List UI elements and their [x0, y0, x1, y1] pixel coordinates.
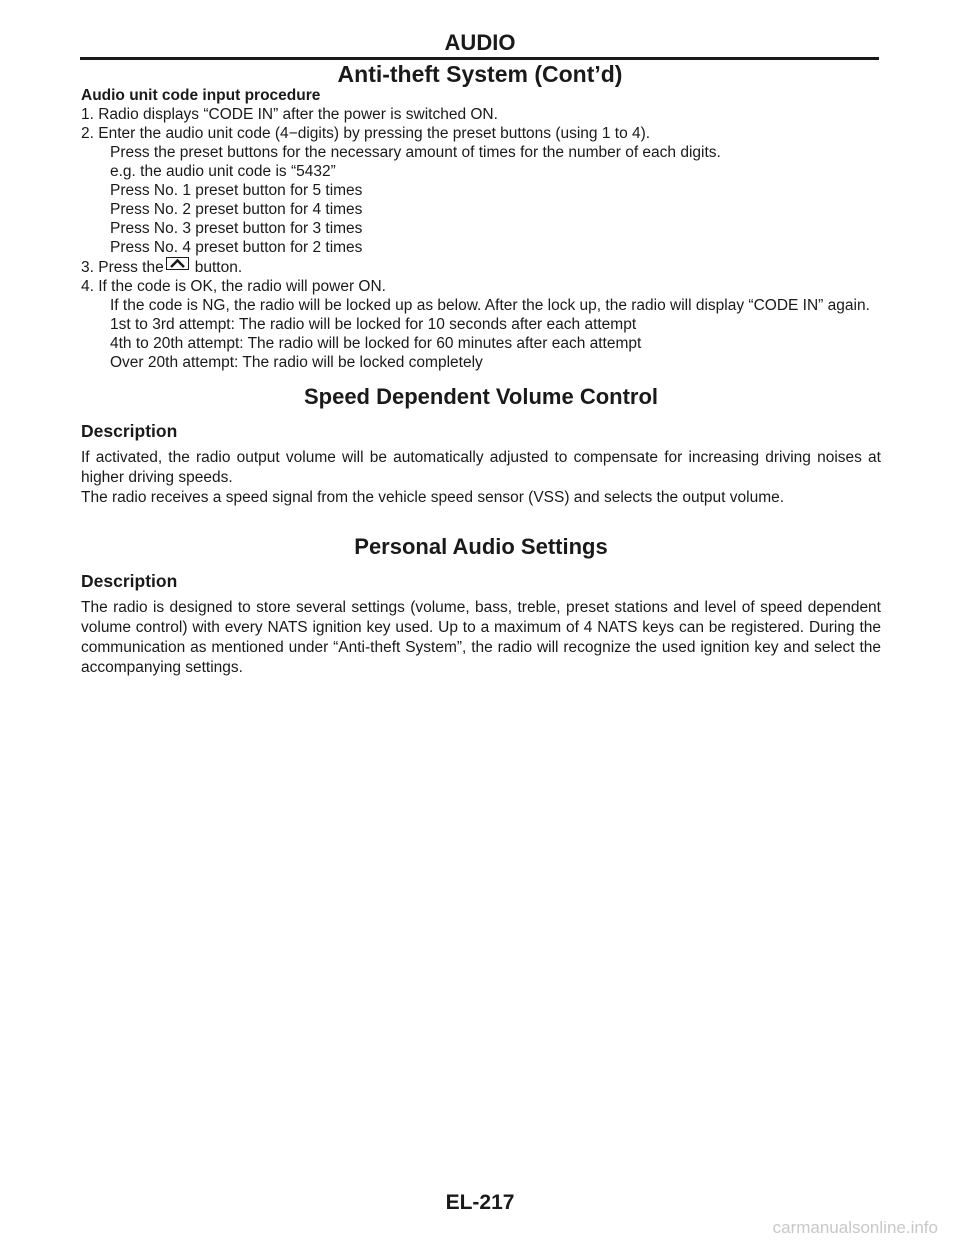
procedure-step-4-line-2: 1st to 3rd attempt: The radio will be locked for 10 seconds after each attempt [110, 316, 637, 333]
page-number: EL-217 [445, 1191, 515, 1214]
procedure-step-2-line-1: Press the preset buttons for the necessary amount of times for the number of each digits. [110, 144, 721, 161]
procedure-step-2-line-4: Press No. 2 preset button for 4 times [110, 201, 363, 218]
personal-audio-title: Personal Audio Settings [354, 534, 608, 559]
speed-volume-paragraph-2: The radio receives a speed signal from the vehicle speed sensor (VSS) and selects the output volume. [81, 489, 785, 506]
procedure-step-4: 4. If the code is OK, the radio will power ON. [81, 278, 386, 295]
procedure-step-1: 1. Radio displays “CODE IN” after the power is switched ON. [81, 106, 498, 123]
procedure-step-3-prefix: 3. Press the [81, 259, 164, 276]
content [81, 86, 881, 678]
procedure-title: Audio unit code input procedure [81, 87, 321, 104]
procedure-step-4-line-4: Over 20th attempt: The radio will be locked completely [110, 354, 483, 371]
speed-volume-title: Speed Dependent Volume Control [303, 384, 659, 409]
speed-volume-paragraph-1: If activated, the radio output volume will be automatically adjusted to compensate for increasing driving noises at higher driving speeds. [81, 449, 881, 486]
procedure-step-2-line-2: e.g. the audio unit code is “5432” [110, 163, 336, 180]
procedure-step-2-line-6: Press No. 4 preset button for 2 times [110, 239, 363, 256]
page-title: Anti-theft System (Cont’d) [337, 61, 623, 87]
procedure-step-4-line-3: 4th to 20th attempt: The radio will be locked for 60 minutes after each attempt [110, 335, 642, 352]
personal-audio-subtitle: Description [81, 571, 178, 591]
personal-audio-paragraph-1: The radio is designed to store several settings (volume, bass, treble, preset stations and level of speed dependent volume control) with every NATS ignition key used. Up to a maximum of 4 NATS keys can be registered. During the communication as mentioned under “Anti-theft System”, the radio will recognize the used ignition key and select the accompanying settings. [81, 599, 881, 676]
procedure-step-3-suffix: button. [194, 259, 243, 276]
section-tag: AUDIO [444, 30, 516, 55]
chevron-up-icon [166, 257, 189, 270]
procedure-step-2-line-5: Press No. 3 preset button for 3 times [110, 220, 363, 237]
procedure-step-2: 2. Enter the audio unit code (4−digits) by pressing the preset buttons (using 1 to 4). [81, 125, 651, 142]
procedure-step-3 [81, 257, 881, 277]
procedure-step-4-line-1: If the code is NG, the radio will be locked up as below. After the lock up, the radio will display “CODE IN” again. [110, 297, 870, 314]
procedure-step-2-line-3: Press No. 1 preset button for 5 times [110, 182, 363, 199]
watermark: carmanualsonline.info [772, 1218, 938, 1237]
speed-volume-subtitle: Description [81, 421, 178, 441]
